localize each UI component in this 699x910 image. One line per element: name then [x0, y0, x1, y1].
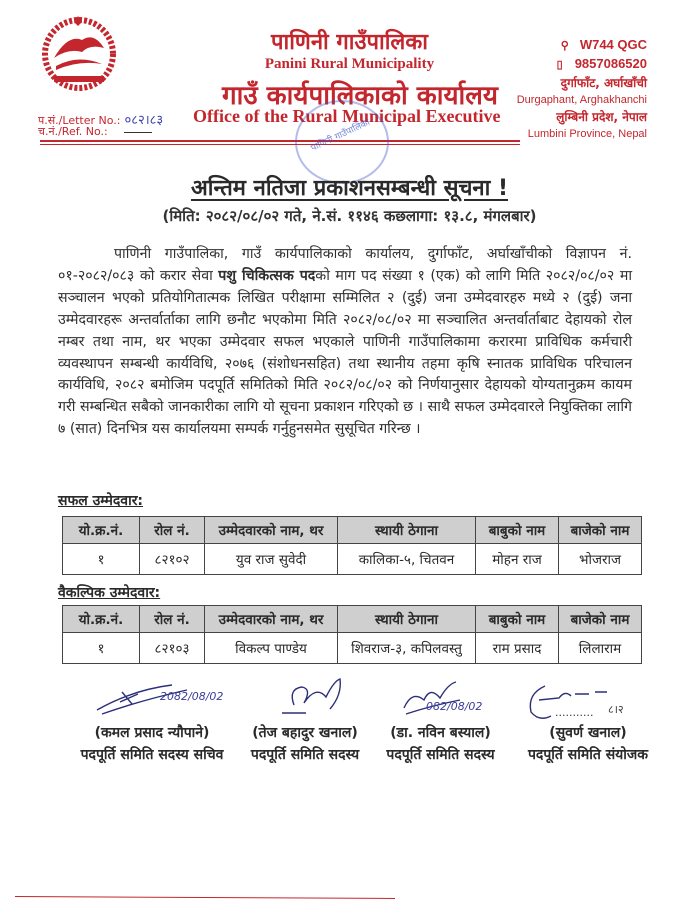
table-header-row — [63, 517, 642, 544]
contact-block — [517, 36, 647, 142]
cell-roll: ८२१०२ — [140, 544, 205, 575]
successful-candidates-table — [62, 516, 642, 575]
signature-1-date: 2082/08/02 — [160, 690, 224, 703]
svg-text:...........: ........... — [555, 706, 594, 719]
cell-father: मोहन राज — [476, 544, 559, 575]
letterhead-rule-thin — [40, 144, 520, 145]
signatory-secretary — [62, 722, 242, 766]
alternate-candidates-label: वैकल्पिक उम्मेदवार: — [58, 585, 161, 601]
cell-serial: १ — [63, 544, 140, 575]
alternate-candidates-table — [62, 605, 642, 664]
cell-roll: ८२१०३ — [140, 633, 205, 664]
letter-no-value: ०८२।८३ — [124, 113, 164, 128]
address-np: दुर्गाफाँट, अर्घाखाँची — [560, 76, 647, 90]
signatory-name: (सुवर्ण खनाल) — [549, 725, 627, 741]
plus-code-row — [517, 36, 647, 55]
successful-candidates-label: सफल उम्मेदवार: — [58, 493, 144, 509]
cell-grandfather: लिलाराम — [559, 633, 642, 664]
col-roll: रोल नं. — [140, 606, 205, 633]
col-grandfather: बाजेको नाम — [559, 606, 642, 633]
col-name: उम्मेदवारको नाम, थर — [205, 606, 338, 633]
post-name: पशु चिकित्सक पद — [218, 267, 316, 284]
cell-address: कालिका-५, चितवन — [338, 544, 476, 575]
table-row — [63, 544, 642, 575]
signatory-name: (डा. नविन बस्याल) — [390, 725, 491, 741]
body-part-2: को माग पद संख्या १ (एक) को लागि मिति २०८२/०८/०२ मा सञ्चालन भएको प्रतियोगितात्मक लिखित परीक्षामा सम्मिलित २ (दुई) जना उम्मेदवारहरु मध्ये २ (दुई) जना उम्मेदवारहरू अन्तर्वार्ताका लागि छनौट भएकोमा मिति २०८२/०८/०२ मा सञ्चालित अन्तर्वार्ताबाट देहायको रोल नम्बर तथा नाम, थर भएका उम्मेदवार सफल भएकाले पाणिनी गाउँपालिकामा करारमा प्राविधिक कर्मचारी व्यवस्थापन सम्बन्धी कार्यविधि, २०७६ (संशोधनसहित) तथा स्थानीय तहमा कृषि स्नातक प्राविधिक परिचालन कार्यविधि, २०८२ बमोजिम पदपूर्ति समितिको मिति २०८२/०८/०२ को निर्णयानुसार देहायको योग्यतानुक्रम कायम गरी सम्बन्धित सबैको जानकारीका लागि यो सूचना प्रकाशन गरिएको छ । साथै सफल उम्मेदवारले नियुक्तिका लागि ७ (सात) दिनभित्र यस कार्यालयमा सम्पर्क गर्नुहुनसमेत सुसूचित गरिन्छ । — [58, 267, 632, 438]
signature-4-date: ८।२ — [608, 703, 624, 716]
col-father: बाबुको नाम — [476, 606, 559, 633]
phone-icon: ▯ — [556, 59, 563, 71]
cell-grandfather: भोजराज — [559, 544, 642, 575]
office-name-en: Office of the Rural Municipal Executive — [193, 106, 501, 126]
signatory-name: (कमल प्रसाद न्यौपाने) — [94, 725, 210, 741]
notice-date: (मिति: २०८२/०८/०२ गते, ने.सं. ११४६ कछलागा: १३.८, मंगलबार) — [162, 207, 537, 225]
col-address: स्थायी ठेगाना — [338, 517, 476, 544]
signatory-role: पदपूर्ति समिति संयोजक — [527, 747, 649, 763]
body-part-1: पाणिनी गाउँपालिका, गाउँ कार्यपालिकाको कार्यालय, दुर्गाफाँट, अर्घाखाँचीको विज्ञापन नं. ०१-२०८२/०८३ को करार सेवा — [58, 246, 632, 284]
signatory-role: पदपूर्ति समिति सदस्य — [386, 747, 495, 763]
col-serial: यो.क्र.नं. — [63, 606, 140, 633]
cell-address: शिवराज-३, कपिलवस्तु — [338, 633, 476, 664]
location-pin-icon: ⚲ — [560, 40, 569, 52]
notice-body — [58, 244, 632, 441]
cell-father: राम प्रसाद — [476, 633, 559, 664]
phone-number: 9857086520 — [574, 56, 647, 71]
col-father: बाबुको नाम — [476, 517, 559, 544]
col-roll: रोल नं. — [140, 517, 205, 544]
signatory-role: पदपूर्ति समिति सदस्य — [250, 747, 360, 763]
table-row — [63, 633, 642, 664]
cell-name: विकल्प पाण्डेय — [205, 633, 338, 664]
province-en: Lumbini Province, Nepal — [527, 128, 647, 140]
col-name: उम्मेदवारको नाम, थर — [205, 517, 338, 544]
col-grandfather: बाजेको नाम — [559, 517, 642, 544]
table-header-row — [63, 606, 642, 633]
phone-row — [517, 55, 647, 74]
letter-no-label: प.सं./Letter No.: — [38, 114, 121, 127]
notice-title-text: अन्तिम नतिजा प्रकाशनसम्बन्धी सूचना ! — [190, 176, 509, 201]
address-en: Durgaphant, Arghakhanchi — [516, 94, 647, 106]
signatory-coordinator — [513, 722, 663, 766]
stamp-text: पाणिनी गाउँपालिका — [309, 117, 372, 154]
cell-serial: १ — [63, 633, 140, 664]
municipality-name-np: पाणिनी गाउँपालिका — [271, 30, 428, 55]
ref-no-blank — [124, 132, 152, 133]
municipality-name-en: Panini Rural Municipality — [264, 56, 435, 72]
signatory-member-2 — [368, 722, 513, 766]
plus-code: W744 QGC — [579, 37, 647, 52]
col-serial: यो.क्र.नं. — [63, 517, 140, 544]
signature-3-date: 082/08/02 — [426, 700, 483, 713]
footer-rule — [15, 896, 395, 899]
signatory-name: (तेज बहादुर खनाल) — [252, 725, 358, 741]
reference-number — [38, 124, 152, 139]
signatory-role: पदपूर्ति समिति सदस्य सचिव — [80, 747, 224, 763]
ref-no-label: च.नं./Ref. No.: — [38, 125, 108, 138]
office-name-np: गाउँ कार्यपालिकाको कार्यालय — [222, 81, 498, 111]
col-address: स्थायी ठेगाना — [338, 606, 476, 633]
letterhead-rule — [40, 140, 520, 142]
signature-2-icon — [282, 675, 362, 720]
notice-title — [0, 172, 699, 202]
province-np: लुम्बिनी प्रदेश, नेपाल — [556, 110, 647, 124]
signatory-member-1 — [230, 722, 380, 766]
cell-name: युव राज सुवेदी — [205, 544, 338, 575]
